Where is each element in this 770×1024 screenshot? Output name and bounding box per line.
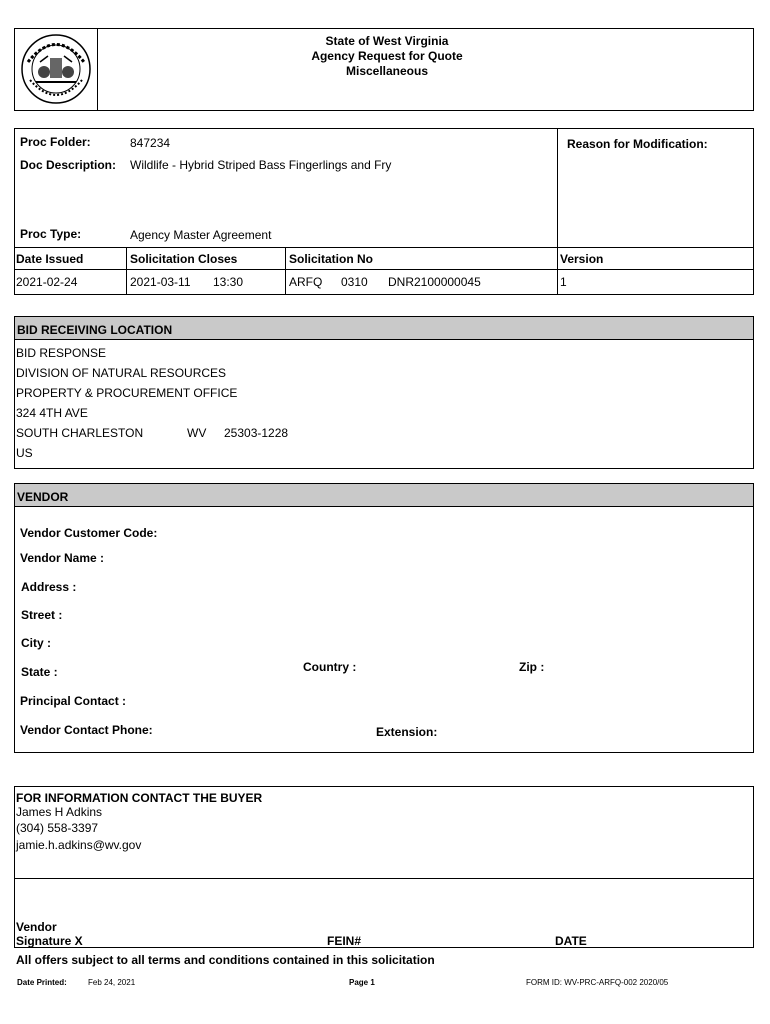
doc-desc-label: Doc Description: [20, 158, 117, 172]
vendor-address-label: Address : [21, 580, 77, 594]
proc-type-label: Proc Type: [20, 227, 82, 241]
vendor-heading [15, 484, 753, 507]
proc-table-mid [14, 269, 754, 270]
vendor-customer-code-label: Vendor Customer Code: [20, 526, 158, 540]
buyer-name: James H Adkins [16, 805, 103, 819]
proc-type-value: Agency Master Agreement [130, 228, 272, 242]
page-number: Page 1 [349, 978, 375, 987]
bid-location-heading-text: BID RECEIVING LOCATION [17, 323, 173, 337]
reason-label: Reason for Modification: [567, 137, 708, 151]
bid-city: SOUTH CHARLESTON [16, 426, 144, 440]
date-printed-value: Feb 24, 2021 [88, 978, 136, 987]
offers-note: All offers subject to all terms and conditions contained in this solicitation [16, 953, 435, 967]
col-solicitation-closes: Solicitation Closes [130, 252, 238, 266]
vendor-country-label: Country : [303, 660, 357, 674]
buyer-divider [14, 878, 754, 879]
form-id: FORM ID: WV-PRC-ARFQ-002 2020/05 [526, 978, 669, 987]
sol-prefix-value: ARFQ [289, 275, 323, 289]
version-value: 1 [560, 275, 567, 289]
vendor-city-label: City : [21, 636, 51, 650]
buyer-email: jamie.h.adkins@wv.gov [16, 838, 142, 852]
sol-number-value: DNR2100000045 [388, 275, 481, 289]
col-div-1 [126, 247, 127, 295]
col-div-2 [285, 247, 286, 295]
vendor-state-label: State : [21, 665, 58, 679]
vendor-principal-label: Principal Contact : [20, 694, 127, 708]
signature-vendor-line1: Vendor [16, 920, 57, 934]
signature-vendor-line2: Signature X [16, 934, 83, 948]
proc-table-top [14, 247, 754, 248]
title-line-2: Agency Request for Quote [311, 49, 463, 63]
closes-date-value: 2021-03-11 [130, 275, 191, 289]
date-printed-label: Date Printed: [17, 978, 67, 987]
bid-line-2: DIVISION OF NATURAL RESOURCES [16, 366, 227, 380]
signature-date: DATE [555, 934, 587, 948]
bid-zip: 25303-1228 [224, 426, 289, 440]
proc-folder-label: Proc Folder: [20, 135, 91, 149]
vendor-street-label: Street : [21, 608, 63, 622]
proc-folder-value: 847234 [130, 136, 171, 150]
doc-desc-value: Wildlife - Hybrid Striped Bass Fingerlings and Fry [130, 158, 392, 172]
vendor-heading-text: VENDOR [17, 490, 69, 504]
vendor-name-label: Vendor Name : [20, 551, 105, 565]
bid-line-4: 324 4TH AVE [16, 406, 88, 420]
buyer-box [14, 786, 754, 948]
closes-time-value: 13:30 [213, 275, 244, 289]
state-seal-icon [20, 32, 92, 106]
buyer-heading: FOR INFORMATION CONTACT THE BUYER [16, 791, 263, 805]
date-issued-value: 2021-02-24 [16, 275, 78, 289]
bid-location-heading [15, 317, 753, 340]
col-version: Version [560, 252, 604, 266]
vendor-phone-label: Vendor Contact Phone: [20, 723, 153, 737]
title-line-1: State of West Virginia [325, 34, 449, 48]
col-solicitation-no: Solicitation No [289, 252, 373, 266]
bid-line-3: PROPERTY & PROCUREMENT OFFICE [16, 386, 238, 400]
header-title [97, 34, 677, 79]
vendor-extension-label: Extension: [376, 725, 438, 739]
bid-line-1: BID RESPONSE [16, 346, 107, 360]
bid-state: WV [187, 426, 207, 440]
title-line-3: Miscellaneous [345, 64, 429, 78]
vendor-zip-label: Zip : [519, 660, 545, 674]
col-date-issued: Date Issued [16, 252, 84, 266]
vendor-box [14, 483, 754, 753]
buyer-phone: (304) 558-3397 [16, 821, 99, 835]
signature-fein: FEIN# [327, 934, 362, 948]
sol-code-value: 0310 [341, 275, 368, 289]
bid-country: US [16, 446, 33, 460]
